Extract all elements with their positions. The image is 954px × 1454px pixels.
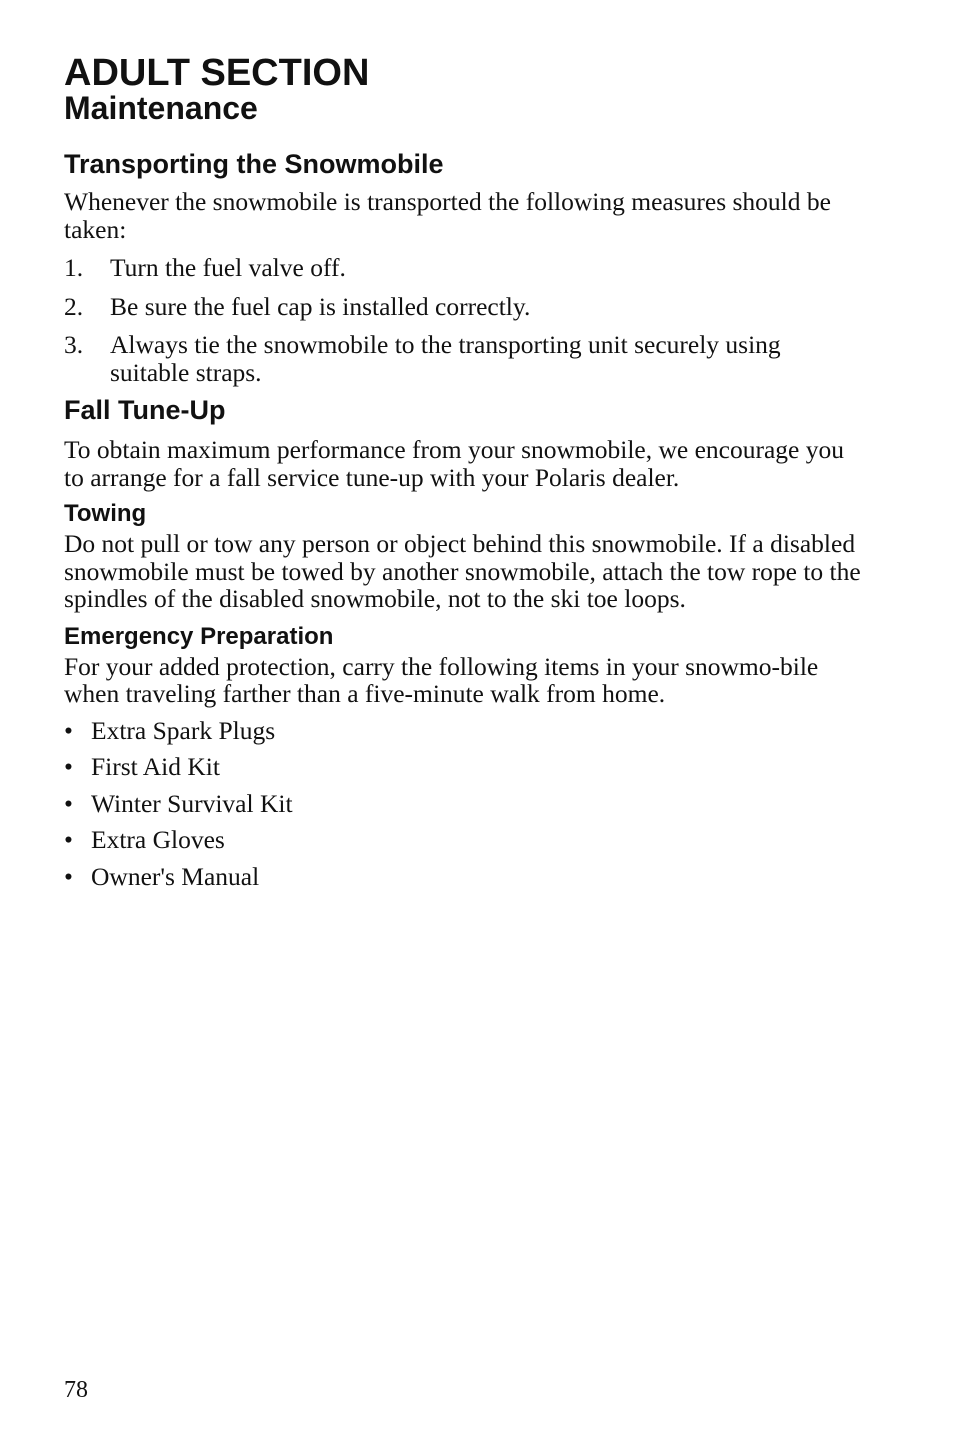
emergency-items [64, 717, 864, 891]
fall-tune-up-heading: Fall Tune-Up [64, 395, 226, 425]
bullet-marker: • [64, 715, 73, 745]
towing-body: Do not pull or tow any person or object behind this snowmobile. If a disabled snowmobile must be towed by another snowmobile, attach the tow rope to the spindles of the disabled snowmobile, not to the ski toe loops. [64, 529, 861, 613]
list-item-text: Extra Spark Plugs [91, 715, 276, 745]
list-item [64, 753, 864, 781]
step-number: 2. [64, 291, 84, 321]
step-text: Always tie the snowmobile to the transporting unit securely using suitable straps. [110, 330, 781, 387]
manual-page [64, 52, 864, 890]
step-item [64, 331, 864, 386]
transporting-intro: Whenever the snowmobile is transported the following measures should be taken: [64, 187, 831, 244]
towing-heading: Towing [64, 500, 147, 527]
step-number: 1. [64, 253, 84, 282]
section-title: ADULT SECTION [64, 52, 370, 94]
list-item-text: First Aid Kit [91, 752, 220, 781]
list-item [64, 717, 864, 745]
transporting-heading: Transporting the Snowmobile [64, 149, 444, 179]
transporting-steps [64, 254, 864, 386]
list-item [64, 863, 864, 891]
fall-tune-up-body: To obtain maximum performance from your snowmobile, we encourage you to arrange for a fall service tune-up with your Polaris dealer. [64, 435, 844, 492]
step-item [64, 254, 864, 282]
step-item [64, 293, 864, 321]
bullet-marker: • [64, 788, 73, 818]
list-item-text: Extra Gloves [91, 825, 225, 854]
list-item-text: Owner's Manual [91, 861, 260, 891]
list-item [64, 790, 864, 818]
step-text: Be sure the fuel cap is installed correctly. [110, 291, 531, 321]
bullet-marker: • [64, 752, 73, 781]
bullet-marker: • [64, 861, 73, 891]
step-text: Turn the fuel valve off. [110, 253, 346, 282]
emergency-intro: For your added protection, carry the following items in your snowmo-bile when traveling farther than a five-minute walk from home. [64, 651, 819, 708]
list-item [64, 826, 864, 854]
emergency-heading: Emergency Preparation [64, 622, 334, 650]
step-number: 3. [64, 330, 84, 359]
list-item-text: Winter Survival Kit [91, 788, 293, 818]
subsection-title: Maintenance [64, 90, 258, 126]
bullet-marker: • [64, 825, 73, 854]
page-number: 78 [64, 1377, 88, 1403]
